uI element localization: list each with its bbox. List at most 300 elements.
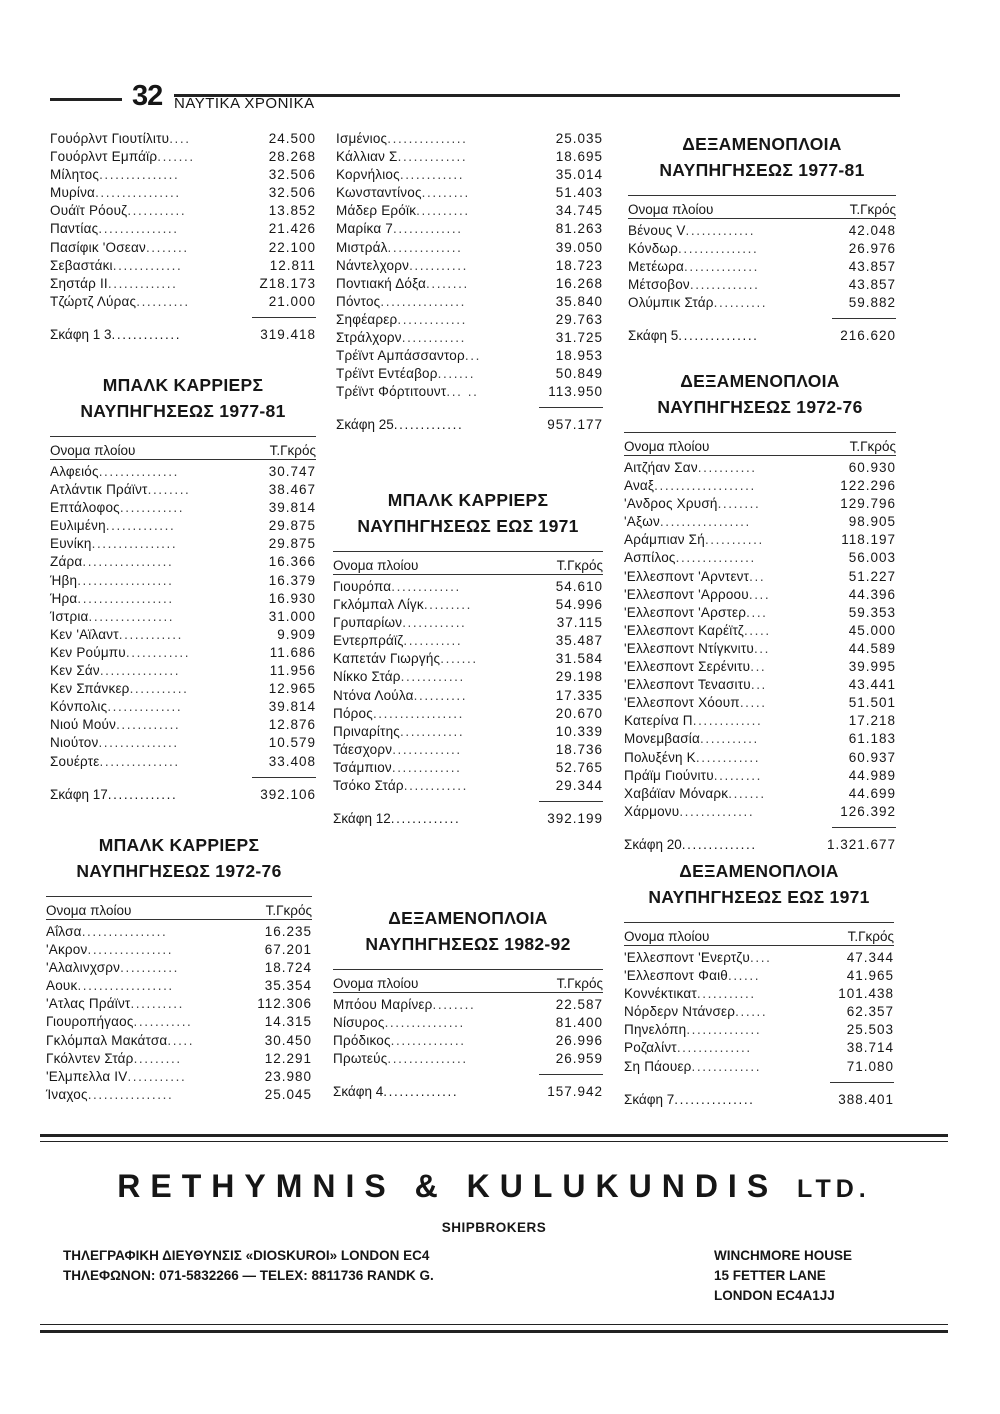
ship-entry bbox=[336, 220, 463, 238]
ship-name: Τζώρτζ Λύρας bbox=[50, 293, 137, 309]
tonnage-value: 28.268 bbox=[268, 149, 316, 165]
dot-leader: .......... bbox=[413, 687, 468, 703]
ship-row bbox=[50, 275, 316, 293]
ship-name: 'Ατλας Πράϊντ bbox=[46, 996, 131, 1012]
address-line: WINCHMORE HOUSE bbox=[714, 1248, 852, 1263]
ship-row bbox=[624, 1058, 894, 1076]
tonnage-value: 35.014 bbox=[555, 167, 603, 183]
dot-leader: ............. bbox=[112, 257, 183, 273]
section-heading-line: ΝΑΥΠΗΓΗΣΕΩΣ 1972-76 bbox=[76, 861, 282, 881]
tonnage-value: 45.000 bbox=[848, 622, 896, 638]
total-spacer bbox=[50, 311, 316, 325]
total-row bbox=[628, 326, 896, 346]
ship-row bbox=[333, 741, 603, 759]
ship-entry bbox=[333, 1032, 466, 1050]
ship-name: Τάεσχορν bbox=[333, 741, 393, 757]
ship-name-header: Ονομα πλοίου bbox=[333, 558, 419, 573]
total-value: 392.199 bbox=[547, 811, 603, 827]
total-rule bbox=[539, 407, 603, 408]
ship-entry bbox=[50, 608, 174, 626]
ship-name: Στράλχορν bbox=[336, 330, 402, 346]
total-value: 392.106 bbox=[260, 786, 316, 802]
tonnage-value: 41.965 bbox=[846, 968, 894, 984]
ship-entry bbox=[50, 202, 186, 220]
dot-leader: ............... bbox=[98, 735, 179, 751]
dot-leader: ... bbox=[753, 640, 771, 656]
tonnage-value: 18.723 bbox=[555, 257, 603, 273]
ship-name: Τρέϊντ Εντέαβορ bbox=[336, 366, 438, 382]
ship-row bbox=[50, 734, 316, 752]
tonnage-value: 16.268 bbox=[555, 275, 603, 291]
ship-name: Πρωτεύς bbox=[333, 1051, 388, 1067]
ship-name: Γρυπαρίων bbox=[333, 615, 403, 631]
ship-name: Επτάλοφος bbox=[50, 500, 120, 516]
total-row bbox=[624, 835, 896, 855]
ship-name: Ίναχος bbox=[46, 1086, 88, 1102]
section-misc-ships-1 bbox=[50, 127, 316, 345]
ship-entry bbox=[333, 996, 475, 1014]
section-heading-line: ΔΕΞΑΜΕΝΟΠΛΟΙΑ bbox=[679, 861, 839, 881]
column-header bbox=[624, 922, 894, 945]
section-heading-line: ΝΑΥΠΗΓΗΣΕΩΣ ΕΩΣ 1971 bbox=[648, 887, 870, 907]
total-spacer bbox=[336, 401, 603, 415]
ship-entry bbox=[336, 293, 466, 311]
tonnage-header: Τ.Γκρός bbox=[556, 558, 603, 573]
total-row bbox=[50, 785, 316, 805]
tonnage-value: 44.699 bbox=[848, 785, 896, 801]
ship-row bbox=[624, 568, 896, 586]
page-header bbox=[50, 80, 900, 120]
ship-row bbox=[336, 293, 603, 311]
tonnage-value: 14.315 bbox=[264, 1014, 312, 1030]
dot-leader: ............. bbox=[392, 741, 462, 757]
tonnage-value: 20.670 bbox=[555, 705, 603, 721]
tonnage-value: 26.959 bbox=[555, 1051, 603, 1067]
tonnage-value: 37.115 bbox=[556, 615, 603, 631]
dot-leader: ........ bbox=[426, 275, 469, 291]
tonnage-value: 50.849 bbox=[555, 366, 603, 382]
ship-row bbox=[50, 130, 316, 148]
ship-entry bbox=[624, 477, 756, 495]
ship-name: Χάρμονυ bbox=[624, 803, 680, 819]
total-value: 957.177 bbox=[547, 417, 603, 433]
dot-leader: ...... bbox=[735, 1004, 768, 1020]
footer-bottom-rule-2 bbox=[40, 1330, 948, 1333]
ship-entry bbox=[333, 759, 461, 777]
total-value: 319.418 bbox=[260, 326, 316, 342]
dot-leader: ............... bbox=[678, 241, 759, 257]
address-line: 15 FETTER LANE bbox=[714, 1268, 826, 1283]
ship-entry bbox=[50, 626, 183, 644]
column-header bbox=[628, 195, 896, 218]
total-label: Σκάφη 1 3 bbox=[50, 326, 112, 342]
section-heading-line: ΔΕΞΑΜΕΝΟΠΛΟΙΑ bbox=[388, 908, 548, 928]
total-label: Σκάφη 12 bbox=[333, 811, 391, 827]
dot-leader: .............. bbox=[676, 1040, 752, 1056]
ship-row bbox=[624, 1039, 894, 1057]
ship-name: Ήρα bbox=[50, 590, 78, 606]
dot-leader: ..... bbox=[739, 695, 767, 711]
tonnage-value: 81.263 bbox=[555, 221, 603, 237]
ship-row bbox=[46, 995, 312, 1013]
section-heading bbox=[46, 832, 312, 884]
footer-top-rule-2 bbox=[40, 1141, 948, 1142]
tonnage-value: 35.354 bbox=[264, 978, 312, 994]
dot-leader: ............ bbox=[403, 778, 468, 794]
address-line: LONDON EC4A1JJ bbox=[714, 1288, 835, 1303]
publication-title: ΝΑΥΤΙΚΑ ΧΡΟΝΙΚΑ bbox=[174, 95, 315, 112]
tonnage-value: 32.506 bbox=[268, 185, 316, 201]
tonnage-value: 60.937 bbox=[848, 749, 896, 765]
dot-leader: ................ bbox=[88, 608, 175, 624]
tonnage-value: 11.686 bbox=[269, 644, 316, 660]
ship-name: 'Ακρον bbox=[46, 942, 88, 958]
ship-list bbox=[628, 219, 896, 312]
ship-name: Πόντος bbox=[336, 293, 381, 309]
tonnage-value: 25.045 bbox=[264, 1086, 312, 1102]
total-rule bbox=[252, 317, 316, 318]
ship-entry bbox=[46, 1032, 194, 1050]
dot-leader: ................ bbox=[95, 185, 181, 201]
dot-leader: ............. bbox=[393, 417, 464, 433]
ship-entry bbox=[333, 596, 472, 614]
tonnage-header: Τ.Γκρός bbox=[847, 929, 894, 944]
section-tankers-1977-81 bbox=[628, 131, 896, 346]
tonnage-value: 129.796 bbox=[840, 496, 896, 512]
tonnage-value: 31.584 bbox=[555, 651, 603, 667]
ship-list bbox=[50, 127, 316, 311]
ship-name: Ισμένιος bbox=[336, 131, 388, 146]
dot-leader: ........... bbox=[697, 460, 757, 475]
ship-entry bbox=[50, 644, 190, 662]
ship-entry bbox=[624, 495, 760, 513]
tonnage-value: 51.227 bbox=[848, 568, 896, 584]
ship-name: Ήβη bbox=[50, 572, 78, 588]
tonnage-value: 29.344 bbox=[555, 778, 603, 794]
ship-entry bbox=[50, 184, 181, 202]
tonnage-value: 16.366 bbox=[268, 554, 316, 570]
tonnage-value: 44.589 bbox=[848, 640, 896, 656]
ship-row bbox=[336, 311, 603, 329]
ship-row bbox=[50, 463, 316, 481]
total-spacer bbox=[624, 1076, 894, 1090]
ship-entry bbox=[336, 311, 467, 329]
total-row bbox=[333, 809, 603, 829]
tonnage-value: 32.506 bbox=[268, 167, 316, 183]
ship-name: 'Ελλεσποντ Φαιθ bbox=[624, 968, 728, 984]
tonnage-value: 56.003 bbox=[848, 550, 896, 566]
ship-entry bbox=[624, 658, 766, 676]
ship-row bbox=[333, 614, 603, 632]
tonnage-value: 38.467 bbox=[268, 482, 316, 498]
ship-row bbox=[624, 712, 896, 730]
ship-name: Νιούτον bbox=[50, 735, 99, 751]
ship-name: Κεν 'Αϊλαντ bbox=[50, 626, 119, 642]
ship-entry bbox=[624, 1003, 767, 1021]
tonnage-value: 12.876 bbox=[268, 717, 316, 733]
tonnage-value: 18.724 bbox=[264, 960, 312, 976]
ship-row bbox=[336, 275, 603, 293]
company-role: SHIPBROKERS bbox=[441, 1220, 547, 1235]
ship-row bbox=[336, 148, 603, 166]
dot-leader: ....... bbox=[728, 785, 766, 801]
header-left-rule bbox=[50, 98, 122, 101]
ship-row bbox=[624, 658, 896, 676]
tonnage-value: 9.909 bbox=[277, 626, 316, 642]
ship-row bbox=[333, 777, 603, 795]
tonnage-value: 26.996 bbox=[555, 1033, 603, 1049]
ship-row bbox=[624, 549, 896, 567]
ship-row bbox=[624, 730, 896, 748]
total-value: 388.401 bbox=[838, 1091, 894, 1107]
tonnage-value: 54.996 bbox=[555, 597, 603, 613]
ship-name: Ίστρια bbox=[50, 608, 89, 624]
ship-entry bbox=[50, 590, 174, 608]
dot-leader: ......... bbox=[713, 767, 762, 783]
dot-leader: .................. bbox=[77, 572, 174, 588]
total-label: Σκάφη 17 bbox=[50, 786, 108, 802]
total-value: 157.942 bbox=[547, 1084, 603, 1100]
section-heading bbox=[624, 368, 896, 420]
ship-list bbox=[624, 946, 894, 1076]
ship-entry bbox=[624, 949, 771, 967]
tonnage-value: 12.811 bbox=[269, 257, 316, 273]
ship-entry bbox=[624, 785, 766, 803]
dot-leader: ............... bbox=[674, 1091, 755, 1107]
ship-name: Σουέρτε bbox=[50, 753, 100, 769]
dot-leader: ............... bbox=[99, 753, 180, 769]
ship-row bbox=[336, 257, 603, 275]
total-label: Σκάφη 5 bbox=[628, 328, 679, 344]
ship-row bbox=[46, 1068, 312, 1086]
ship-row bbox=[46, 941, 312, 959]
total-row bbox=[336, 415, 603, 435]
ship-entry bbox=[50, 239, 189, 257]
ship-row bbox=[336, 239, 603, 257]
ship-entry bbox=[336, 130, 468, 148]
total-entry bbox=[333, 809, 460, 829]
dot-leader: ........... bbox=[409, 257, 468, 273]
dot-leader: ............. bbox=[685, 223, 756, 238]
tonnage-value: 61.183 bbox=[848, 731, 896, 747]
tonnage-value: 16.379 bbox=[268, 572, 316, 588]
ship-name: 'Ελλεσποντ Καρέϊτζ bbox=[624, 622, 744, 638]
dot-leader: .............. bbox=[679, 803, 755, 819]
total-rule bbox=[252, 777, 316, 778]
dot-leader: .... bbox=[748, 586, 771, 602]
ship-name: Κόνπολις bbox=[50, 699, 108, 715]
tonnage-value: 11.956 bbox=[269, 663, 316, 679]
ship-entry bbox=[46, 959, 179, 977]
ship-name: Ευλιμένη bbox=[50, 518, 106, 534]
ship-entry bbox=[624, 694, 767, 712]
ship-row bbox=[624, 694, 896, 712]
ship-row bbox=[628, 222, 896, 240]
tonnage-value: 25.035 bbox=[555, 131, 603, 146]
ship-row bbox=[624, 459, 896, 477]
ship-name: Τσάμπιον bbox=[333, 759, 392, 775]
ship-name: Κατερίνα Π bbox=[624, 713, 693, 729]
tonnage-value: 60.930 bbox=[848, 460, 896, 475]
tonnage-value: 29.875 bbox=[268, 518, 316, 534]
dot-leader: ........... bbox=[120, 960, 179, 976]
total-rule bbox=[539, 801, 603, 802]
dot-leader: ............. bbox=[392, 221, 463, 237]
ship-name: Κωνσταντίνος bbox=[336, 185, 422, 201]
section-heading-line: ΝΑΥΠΗΓΗΣΕΩΣ 1977-81 bbox=[80, 401, 286, 421]
dot-leader: ............... bbox=[678, 328, 759, 344]
dot-leader: ........... bbox=[133, 1014, 193, 1030]
ship-row bbox=[336, 166, 603, 184]
company-suffix: LTD. bbox=[797, 1175, 871, 1203]
ship-entry bbox=[336, 275, 469, 293]
ship-name: 'Ελμπελλα IV bbox=[46, 1068, 128, 1084]
ship-entry bbox=[624, 985, 756, 1003]
total-entry bbox=[336, 415, 463, 435]
dot-leader: ........ bbox=[717, 496, 761, 512]
ship-row bbox=[624, 513, 896, 531]
ship-row bbox=[333, 1032, 603, 1050]
dot-leader: ........... bbox=[700, 731, 759, 747]
total-spacer bbox=[628, 312, 896, 326]
ship-list bbox=[333, 575, 603, 795]
dot-leader: ............... bbox=[98, 221, 179, 237]
ship-name: Γκλόμπαλ Λίγκ bbox=[333, 597, 424, 613]
dot-leader: .................. bbox=[77, 590, 174, 606]
ship-entry bbox=[624, 803, 754, 821]
dot-leader: ............. bbox=[107, 786, 178, 802]
dot-leader: ... bbox=[750, 677, 767, 693]
footer-bottom-rule-1 bbox=[40, 1324, 948, 1325]
total-entry bbox=[624, 1090, 755, 1110]
ship-row bbox=[333, 687, 603, 705]
tonnage-value: 112.306 bbox=[257, 996, 312, 1012]
dot-leader: .... bbox=[746, 604, 768, 620]
dot-leader: .... bbox=[169, 131, 191, 146]
ship-entry bbox=[336, 365, 475, 383]
tonnage-value: 39.050 bbox=[555, 239, 603, 255]
page-number: 32 bbox=[132, 80, 163, 112]
tonnage-value: 31.000 bbox=[268, 608, 316, 624]
ship-row bbox=[624, 477, 896, 495]
ship-row bbox=[46, 1086, 312, 1104]
ship-entry bbox=[50, 517, 175, 535]
dot-leader: ............ bbox=[116, 717, 181, 733]
ship-name: Μάδερ Ερόϊκ bbox=[336, 203, 417, 219]
ship-entry bbox=[333, 614, 466, 632]
dot-leader: .............. bbox=[681, 836, 757, 852]
total-row bbox=[624, 1090, 894, 1110]
ship-entry bbox=[333, 705, 464, 723]
ship-row bbox=[46, 977, 312, 995]
tonnage-value: 10.579 bbox=[268, 735, 316, 751]
ship-name: Νίσυρος bbox=[333, 1015, 385, 1031]
ship-row bbox=[333, 650, 603, 668]
ship-entry bbox=[624, 513, 751, 531]
tonnage-value: 12.965 bbox=[268, 681, 316, 697]
dot-leader: ................. bbox=[659, 514, 751, 530]
dot-leader: ................ bbox=[87, 1086, 174, 1102]
ship-row bbox=[50, 716, 316, 734]
section-bulk-carriers-1977-81 bbox=[50, 372, 316, 805]
ship-row bbox=[333, 578, 603, 596]
tonnage-value: 29.875 bbox=[268, 536, 316, 552]
ship-entry bbox=[50, 716, 180, 734]
total-value: 1.321.677 bbox=[826, 836, 896, 852]
dot-leader: ....... bbox=[157, 149, 195, 165]
ship-entry bbox=[624, 967, 760, 985]
ship-row bbox=[50, 572, 316, 590]
ship-name: 'Ελλεσποντ 'Αρροου bbox=[624, 586, 749, 602]
ship-entry bbox=[50, 275, 177, 293]
ship-entry bbox=[333, 1014, 465, 1032]
dot-leader: ...... bbox=[727, 968, 761, 984]
ship-row bbox=[50, 220, 316, 238]
section-heading-line: ΔΕΞΑΜΕΝΟΠΛΟΙΑ bbox=[682, 134, 842, 154]
tonnage-value: 59.882 bbox=[848, 295, 896, 311]
ship-row bbox=[624, 1003, 894, 1021]
ship-name: Ποντιακή Δόξα bbox=[336, 275, 427, 291]
total-row bbox=[333, 1082, 603, 1102]
tonnage-value: 17.218 bbox=[848, 713, 896, 729]
ship-row bbox=[624, 531, 896, 549]
dot-leader: ............. bbox=[107, 275, 178, 291]
tonnage-value: 30.747 bbox=[268, 464, 316, 479]
ship-name: Κορνήλιος bbox=[336, 167, 400, 183]
ship-row bbox=[333, 596, 603, 614]
ship-entry bbox=[333, 687, 467, 705]
dot-leader: ........ bbox=[145, 239, 189, 255]
ship-name-header: Ονομα πλοίου bbox=[50, 443, 136, 458]
dot-leader: .............. bbox=[383, 1084, 459, 1100]
postal-address bbox=[714, 1246, 852, 1306]
tonnage-value: 98.905 bbox=[848, 514, 896, 530]
dot-leader: ....... bbox=[440, 651, 478, 667]
tonnage-value: 35.840 bbox=[555, 293, 603, 309]
section-misc-ships-2 bbox=[336, 127, 603, 435]
ship-entry bbox=[336, 166, 464, 184]
column-header bbox=[46, 896, 312, 919]
section-heading bbox=[50, 372, 316, 424]
ship-entry bbox=[333, 578, 461, 596]
ship-name: Καπετάν Γιωργής bbox=[333, 651, 441, 667]
dot-leader: ................... bbox=[654, 478, 756, 494]
ship-entry bbox=[628, 258, 759, 276]
tonnage-value: 29.763 bbox=[555, 311, 603, 327]
tonnage-header: Τ.Γκρός bbox=[269, 443, 316, 458]
ship-entry bbox=[624, 1058, 761, 1076]
ship-entry bbox=[50, 662, 180, 680]
ship-entry bbox=[50, 481, 190, 499]
ship-name: Γκλόμπαλ Μακάτσα bbox=[46, 1032, 168, 1048]
dot-leader: ........... bbox=[129, 681, 189, 697]
tonnage-value: 13.852 bbox=[268, 203, 316, 219]
ship-row bbox=[333, 759, 603, 777]
ship-list bbox=[333, 993, 603, 1068]
tonnage-value: 33.408 bbox=[268, 753, 316, 769]
tonnage-value: 16.235 bbox=[264, 924, 312, 939]
ship-row bbox=[336, 202, 603, 220]
ship-entry bbox=[624, 676, 767, 694]
ship-name-header: Ονομα πλοίου bbox=[333, 976, 419, 991]
ship-row bbox=[50, 517, 316, 535]
tonnage-value: 51.403 bbox=[555, 185, 603, 201]
ship-name: Κεν Σάν bbox=[50, 663, 100, 679]
ship-row bbox=[624, 749, 896, 767]
section-heading bbox=[624, 858, 894, 910]
ship-name: Μετέωρα bbox=[628, 259, 685, 275]
dot-leader: ............ bbox=[119, 500, 185, 516]
